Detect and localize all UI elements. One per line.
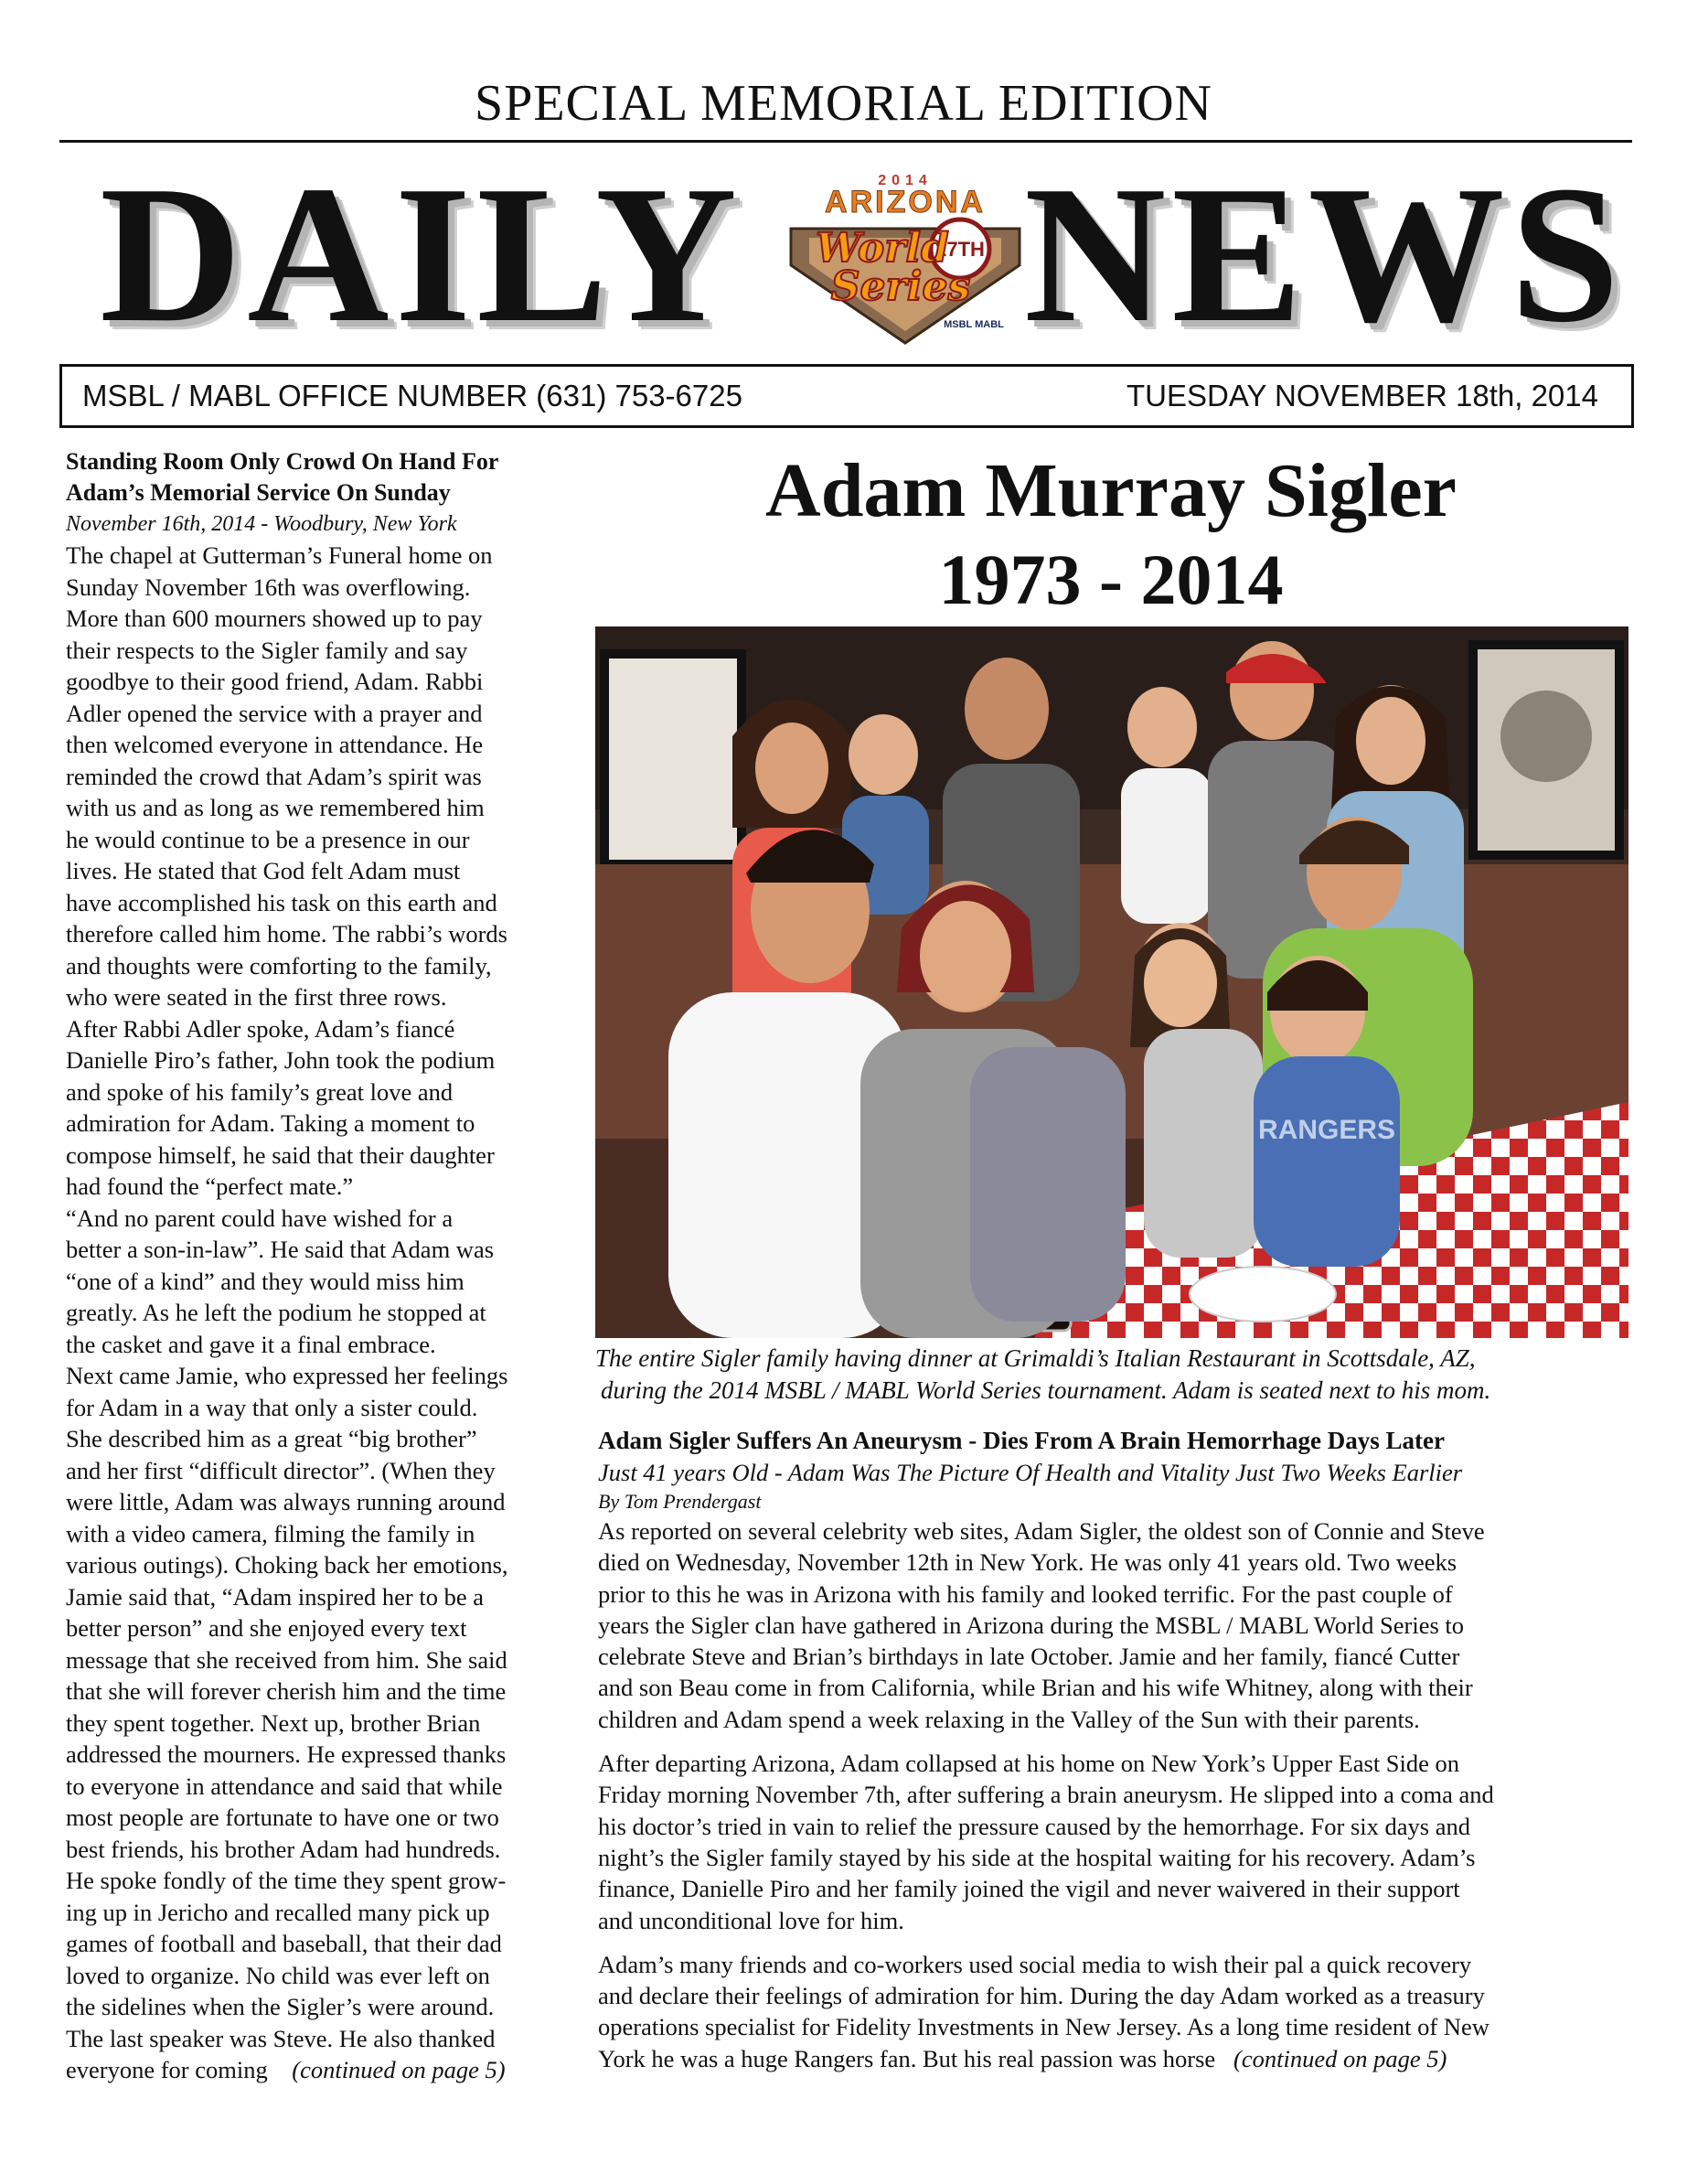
- body-line: As reported on several celebrity web sites, Adam Sigler, the oldest son of Connie and Steve: [598, 1517, 1485, 1545]
- left-dateline: November 16th, 2014 - Woodbury, New York: [66, 512, 457, 536]
- body-line-last: [598, 2043, 1631, 2074]
- top-rule: [59, 140, 1632, 143]
- caption-line: during the 2014 MSBL / MABL World Series tournament. Adam is seated next to his mom.: [601, 1376, 1491, 1404]
- body-line: the casket and gave it a final embrace.: [66, 1330, 436, 1358]
- left-article-body: [66, 540, 578, 2086]
- masthead-right-word: NEWS: [1024, 145, 1626, 363]
- body-line: celebrate Steve and Brian’s birthdays in late October. Jamie and her family, fiancé Cutter: [598, 1643, 1460, 1671]
- byline: By Tom Prendergast: [598, 1490, 762, 1513]
- body-line: Adam’s many friends and co-workers used social media to wish their pal a quick recovery: [598, 1950, 1472, 1978]
- body-line: had found the “perfect mate.”: [66, 1172, 354, 1200]
- body-line: various outings). Choking back her emotions,: [66, 1551, 508, 1579]
- body-line: the sidelines when the Sigler’s were around.: [66, 1993, 495, 2020]
- body-line: their respects to the Sigler family and say: [66, 636, 468, 664]
- body-line: games of football and baseball, that their dad: [66, 1930, 502, 1957]
- body-line: Jamie said that, “Adam inspired her to be a: [66, 1582, 484, 1611]
- body-line: Danielle Piro’s father, John took the podium: [66, 1046, 496, 1074]
- aneurysm-article: [598, 1425, 1631, 2074]
- body-line: who were seated in the first three rows.: [66, 983, 447, 1011]
- body-line: with a video camera, filming the family in: [66, 1519, 475, 1547]
- body-line: and her first “difficult director”. (When they: [66, 1456, 496, 1484]
- body-line: and spoke of his family’s great love and: [66, 1077, 454, 1106]
- body-line: The last speaker was Steve. He also thanked: [66, 2024, 496, 2052]
- body-line: therefore called him home. The rabbi’s words: [66, 920, 507, 947]
- info-bar: [59, 364, 1634, 428]
- masthead-left-word: DAILY: [100, 145, 743, 363]
- body-line: More than 600 mourners showed up to pay: [66, 605, 483, 632]
- body-line: he would continue to be a presence in our: [66, 825, 470, 853]
- body-line: his doctor’s tried in vain to relief the pressure caused by the hemorrhage. For six days and: [598, 1812, 1470, 1840]
- paragraph-gap: [598, 1936, 1631, 1949]
- body-line: have accomplished his task on this earth and: [66, 888, 497, 916]
- body-line: that she will forever cherish him and the time: [66, 1677, 507, 1705]
- continued-link[interactable]: (continued on page 5): [1233, 2044, 1447, 2072]
- body-line: He spoke fondly of the time they spent grow-: [66, 1867, 507, 1894]
- left-headline: [66, 446, 578, 509]
- body-line: greatly. As he left the podium he stopped at: [66, 1299, 486, 1326]
- body-line: “one of a kind” and they would miss him: [66, 1267, 464, 1295]
- paragraph-gap: [598, 1735, 1631, 1748]
- body-line: The chapel at Gutterman’s Funeral home on: [66, 541, 493, 569]
- body-line: ing up in Jericho and recalled many pick up: [66, 1898, 490, 1926]
- family-photo: [595, 626, 1628, 1338]
- body-line: Sunday November 16th was overflowing.: [66, 573, 471, 601]
- body-line: they spent together. Next up, brother Brian: [66, 1708, 481, 1737]
- body-line: finance, Danielle Piro and her family joined the vigil and never waivered in their support: [598, 1875, 1460, 1903]
- body-line: She described him as a great “big brother”: [66, 1425, 477, 1452]
- memorial-service-article: [66, 446, 578, 2086]
- masthead: [59, 145, 1632, 363]
- body-line: After departing Arizona, Adam collapsed at his home on New York’s Upper East Side on: [598, 1750, 1460, 1778]
- office-number: MSBL / MABL OFFICE NUMBER (631) 753-6725: [82, 379, 742, 412]
- logo-badge: 27TH: [935, 238, 985, 261]
- body-line: prior to this he was in Arizona with his family and looked terrific. For the past couple of: [598, 1579, 1453, 1608]
- body-line: children and Adam spend a week relaxing in the Valley of the Sun with their parents.: [598, 1705, 1420, 1733]
- right-paragraph-2: [598, 1748, 1631, 1936]
- rangers-shirt-text: RANGERS: [1257, 1115, 1396, 1145]
- right-paragraph-3: [598, 1949, 1631, 2074]
- body-line: Adler opened the service with a prayer and: [66, 699, 483, 727]
- last-line-text: everyone for coming: [66, 2056, 268, 2083]
- body-line: goodbye to their good friend, Adam. Rabbi: [66, 668, 484, 695]
- body-line: then welcomed everyone in attendance. He: [66, 731, 484, 758]
- body-line: and unconditional love for him.: [598, 1906, 904, 1934]
- body-line: and thoughts were comforting to the family,: [66, 951, 492, 980]
- body-line: “And no parent could have wished for a: [66, 1204, 454, 1232]
- body-line: reminded the crowd that Adam’s spirit was: [66, 762, 482, 790]
- caption-line: The entire Sigler family having dinner at Grimaldi’s Italian Restaurant in Scottsdale, AZ,: [595, 1344, 1476, 1372]
- feature-name: Adam Murray Sigler: [765, 448, 1457, 533]
- body-line: years the Sigler clan have gathered in Arizona during the MSBL / MABL World Series to: [598, 1611, 1464, 1639]
- body-line-last: [66, 2054, 578, 2086]
- left-headline-line: Standing Room Only Crowd On Hand For: [66, 448, 499, 475]
- body-line: Next came Jamie, who expressed her feelings: [66, 1362, 508, 1389]
- logo-state: ARIZONA: [825, 185, 986, 219]
- body-line: addressed the mourners. He expressed thanks: [66, 1740, 507, 1768]
- body-line: admiration for Adam. Taking a moment to: [66, 1109, 475, 1137]
- body-line: operations specialist for Fidelity Investments in New Jersey. As a long time resident of New: [598, 2013, 1489, 2041]
- photo-caption: [595, 1343, 1628, 1407]
- feature-years: 1973 - 2014: [938, 540, 1284, 619]
- body-line: with us and as long as we remembered him: [66, 794, 485, 821]
- body-line: message that she received from him. She said: [66, 1645, 507, 1674]
- logo-line2: Series: [830, 263, 971, 310]
- body-line: were little, Adam was always running around: [66, 1488, 506, 1515]
- body-line: better a son-in-law”. He said that Adam was: [66, 1236, 495, 1263]
- issue-date: TUESDAY NOVEMBER 18th, 2014: [1126, 379, 1598, 412]
- body-line: and declare their feelings of admiration for him. During the day Adam worked as a treasury: [598, 1982, 1485, 2010]
- body-line: for Adam in a way that only a sister could.: [66, 1393, 478, 1421]
- body-line: Friday morning November 7th, after suffering a brain aneurysm. He slipped into a coma and: [598, 1781, 1494, 1809]
- left-headline-line: Adam’s Memorial Service On Sunday: [66, 479, 451, 506]
- logo-year: 2014: [878, 173, 933, 188]
- body-line: best friends, his brother Adam had hundreds.: [66, 1835, 501, 1863]
- body-line: After Rabbi Adler spoke, Adam’s fiancé: [66, 1014, 455, 1043]
- body-line: most people are fortunate to have one or two: [66, 1804, 499, 1831]
- world-series-logo: [754, 165, 1056, 348]
- body-line: died on Wednesday, November 12th in New York. He was only 41 years old. Two weeks: [598, 1548, 1457, 1577]
- logo-line1: World: [816, 225, 949, 272]
- right-headline: Adam Sigler Suffers An Aneurysm - Dies From A Brain Hemorrhage Days Later: [598, 1427, 1445, 1454]
- body-line: better person” and she enjoyed every text: [66, 1614, 467, 1642]
- body-line: to everyone in attendance and said that while: [66, 1772, 503, 1800]
- right-paragraph-1: [598, 1515, 1631, 1735]
- family-photo-illustration: [595, 626, 1628, 1338]
- logo-org: MSBL MABL: [944, 319, 1004, 330]
- body-line: lives. He stated that God felt Adam must: [66, 857, 461, 884]
- edition-banner: SPECIAL MEMORIAL EDITION: [475, 75, 1212, 132]
- body-line: loved to organize. No child was ever left on: [66, 1961, 490, 1989]
- body-line: night’s the Sigler family stayed by his side at the hospital waiting for his recovery. Adam’s: [598, 1843, 1476, 1871]
- last-line-text: York he was a huge Rangers fan. But his real passion was horse: [598, 2044, 1216, 2072]
- continued-link[interactable]: (continued on page 5): [292, 2056, 506, 2083]
- body-line: compose himself, he said that their daughter: [66, 1140, 495, 1169]
- body-line: and son Beau come in from California, while Brian and his wife Whitney, along with their: [598, 1674, 1473, 1702]
- right-subhead: Just 41 years Old - Adam Was The Picture Of Health and Vitality Just Two Weeks Earlier: [598, 1459, 1463, 1486]
